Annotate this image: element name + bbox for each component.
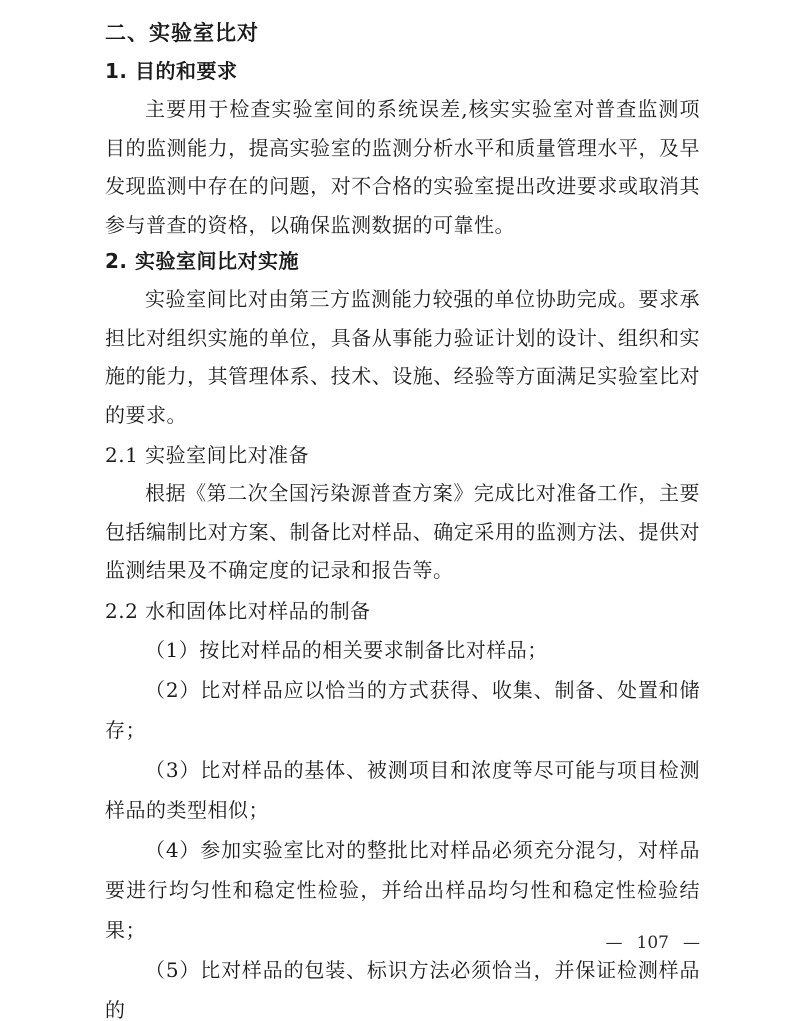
section-2-heading: 2. 实验室间比对实施 (105, 249, 299, 273)
list-item-2: （2）比对样品应以恰当的方式获得、收集、制备、处置和储存； (105, 677, 700, 742)
list-item-4: （4）参加实验室比对的整批比对样品必须充分混匀，对样品要进行均匀性和稳定性检验，并给出样品均匀性和稳定性检验结果； (105, 837, 700, 942)
subsection-2-1-paragraph: 根据《第二次全国污染源普查方案》完成比对准备工作，主要包括编制比对方案、制备比对样品、确定采用的监测方法、提供对监测结果及不确定度的记录和报告等。 (105, 481, 700, 582)
section-1-heading: 1. 目的和要求 (105, 59, 238, 83)
page-number: 107 (636, 933, 669, 953)
footer-right-dash: — (683, 933, 700, 953)
list-item-5: （5）比对样品的包装、标识方法必须恰当，并保证检测样品的 (105, 957, 700, 1021)
list-item-3: （3）比对样品的基体、被测项目和浓度等尽可能与项目检测样品的类型相似； (105, 757, 700, 822)
subsection-2-2-heading: 2.2 水和固体比对样品的制备 (105, 598, 371, 623)
section-1-paragraph: 主要用于检查实验室间的系统误差,核实实验室对普查监测项目的监测能力，提高实验室的监测分析水平和质量管理水平，及早发现监测中存在的问题，对不合格的实验室提出改进要求或取消其参与普查的资格，以确保监测数据的可靠性。 (105, 97, 700, 237)
footer-left-dash: — (605, 933, 623, 953)
subsection-2-1-heading: 2.1 实验室间比对准备 (105, 443, 310, 467)
section-2-paragraph: 实验室间比对由第三方监测能力较强的单位协助完成。要求承担比对组织实施的单位，具备从事能力验证计划的设计、组织和实施的能力，其管理体系、技术、设施、经验等方面满足实验室比对的要求。 (105, 287, 700, 427)
chapter-heading: 二、实验室比对 (105, 21, 259, 45)
page-footer (606, 933, 700, 953)
list-item-1: （1）按比对样品的相关要求制备比对样品； (145, 637, 548, 662)
